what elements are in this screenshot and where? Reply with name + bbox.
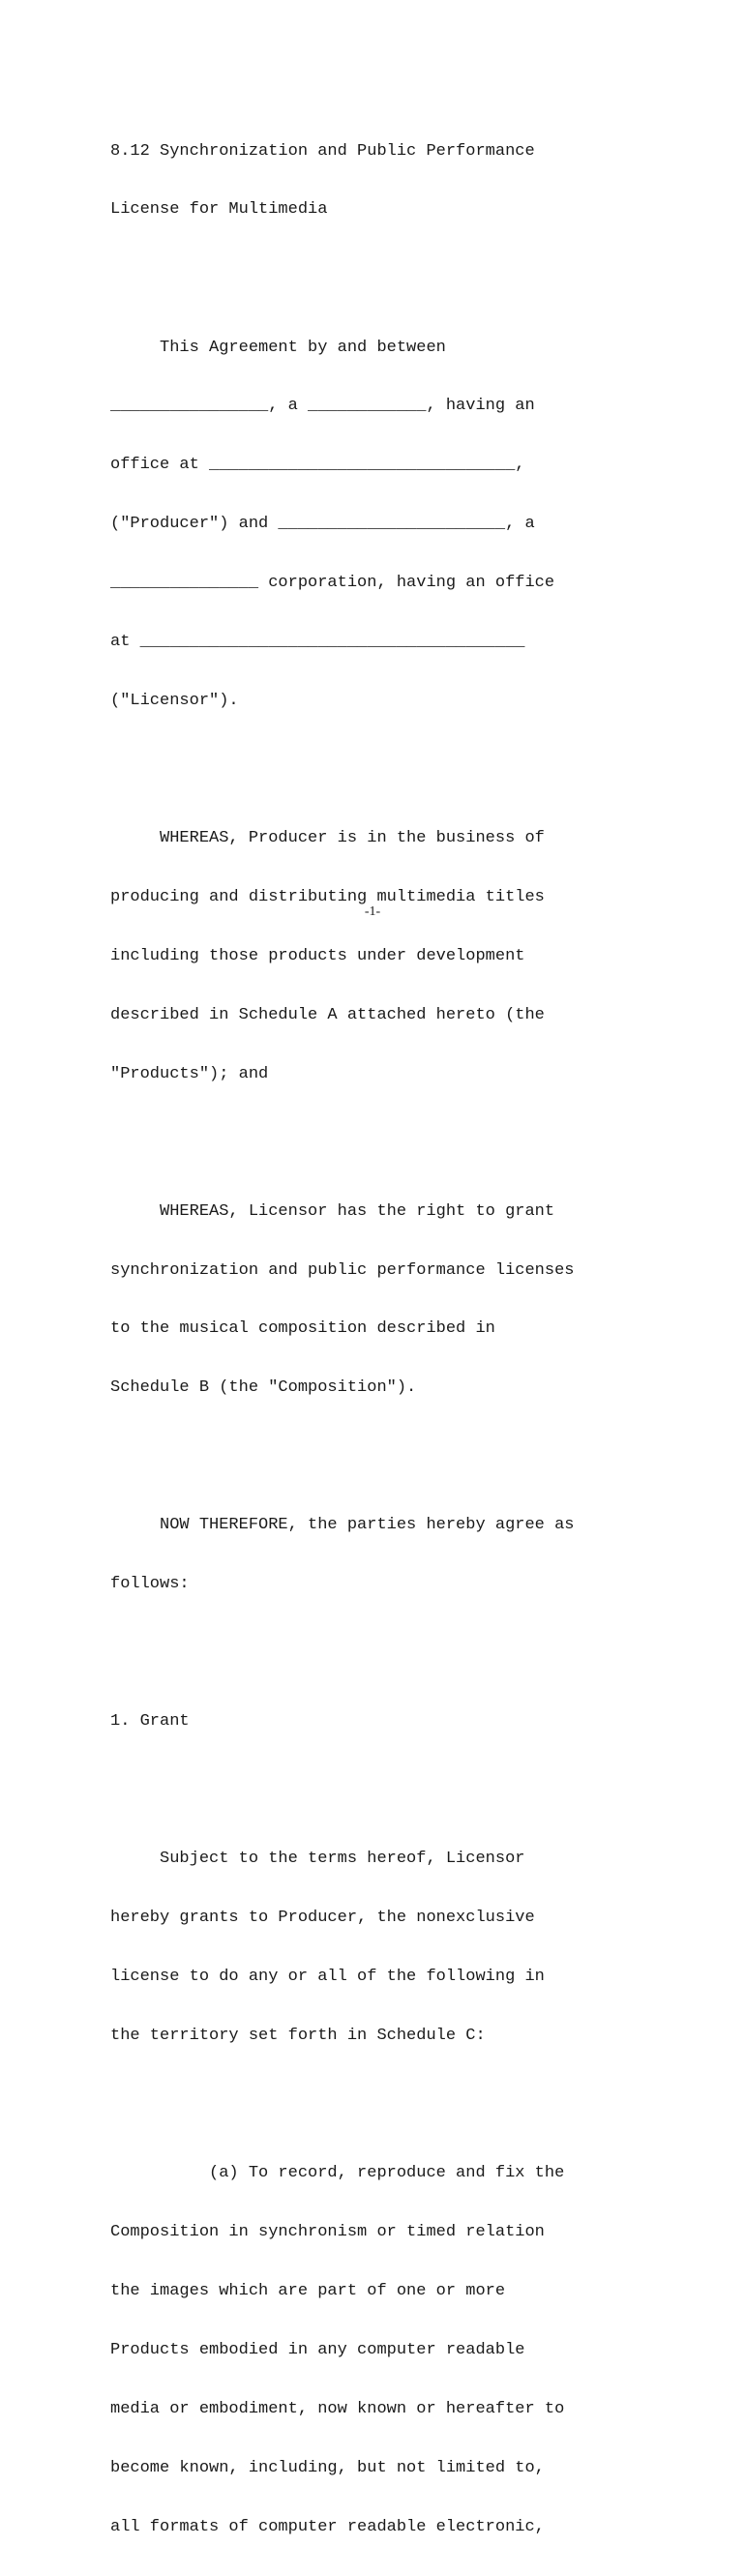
grant-line: the territory set forth in Schedule C: bbox=[110, 2027, 486, 2046]
blank-line bbox=[110, 259, 691, 279]
parties-line: _______________ corporation, having an office bbox=[110, 574, 555, 593]
parties-line: ("Licensor"). bbox=[110, 691, 239, 710]
whereas-line: WHEREAS, Producer is in the business of bbox=[110, 828, 545, 847]
parties-line: ________________, a ____________, having an bbox=[110, 397, 535, 416]
title-line: License for Multimedia bbox=[110, 200, 328, 220]
blank-line bbox=[110, 2086, 691, 2105]
whereas-line: producing and distributing multimedia titles bbox=[110, 887, 545, 906]
page-number: -1- bbox=[364, 904, 381, 919]
whereas-line: "Products"); and bbox=[110, 1064, 269, 1083]
whereas-line: WHEREAS, Licensor has the right to grant bbox=[110, 1201, 555, 1221]
whereas-line: synchronization and public performance licenses bbox=[110, 1260, 575, 1280]
clause-a-line: all formats of computer readable electronic, bbox=[110, 2517, 545, 2536]
blank-line bbox=[110, 751, 691, 770]
whereas-line: including those products under development bbox=[110, 946, 525, 965]
clause-a-line: Products embodied in any computer readable bbox=[110, 2340, 525, 2359]
clause-a-line: Composition in synchronism or timed relation bbox=[110, 2223, 545, 2242]
parties-line: This Agreement by and between bbox=[110, 338, 446, 357]
blank-line bbox=[110, 1437, 691, 1457]
whereas-line: to the musical composition described in bbox=[110, 1319, 495, 1339]
parties-line: office at _______________________________, bbox=[110, 456, 525, 475]
blank-line bbox=[110, 1771, 691, 1791]
blank-line bbox=[110, 1634, 691, 1653]
clause-a-line: media or embodiment, now known or hereafter to bbox=[110, 2399, 565, 2418]
grant-line: Subject to the terms hereof, Licensor bbox=[110, 1850, 525, 1869]
parties-line: at _______________________________________ bbox=[110, 633, 525, 652]
grant-line: license to do any or all of the following in bbox=[110, 1968, 545, 1987]
whereas-line: described in Schedule A attached hereto (the bbox=[110, 1005, 545, 1024]
title-line: 8.12 Synchronization and Public Performance bbox=[110, 141, 535, 161]
blank-line bbox=[110, 1123, 691, 1142]
document-body bbox=[110, 103, 691, 2576]
section-heading: 1. Grant bbox=[110, 1712, 190, 1732]
now-therefore-line: NOW THEREFORE, the parties hereby agree as bbox=[110, 1516, 575, 1535]
grant-line: hereby grants to Producer, the nonexclusive bbox=[110, 1909, 535, 1928]
clause-a-line: (a) To record, reproduce and fix the bbox=[110, 2164, 565, 2183]
clause-a-line: the images which are part of one or more bbox=[110, 2281, 506, 2300]
whereas-line: Schedule B (the "Composition"). bbox=[110, 1378, 417, 1398]
now-therefore-line: follows: bbox=[110, 1575, 190, 1594]
clause-a-line: become known, including, but not limited to, bbox=[110, 2458, 545, 2477]
parties-line: ("Producer") and _______________________, a bbox=[110, 515, 535, 534]
